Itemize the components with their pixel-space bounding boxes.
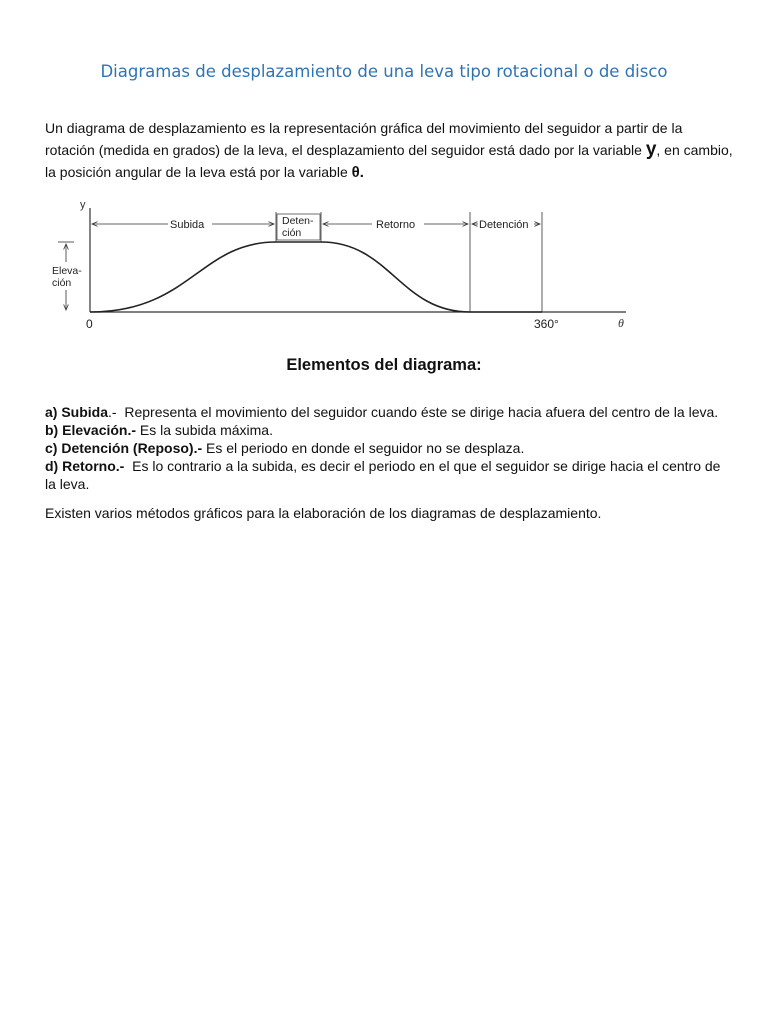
retorno-label: Retorno <box>376 219 416 231</box>
definition-subida <box>45 403 735 421</box>
origin-label: 0 <box>86 317 93 331</box>
definition-detencion <box>45 439 735 457</box>
closing-paragraph: Existen varios métodos gráficos para la elaboración de los diagramas de desplazamiento. <box>45 505 602 521</box>
sep-subida: .- <box>108 404 125 420</box>
elevation-label-1: Eleva- <box>52 265 82 277</box>
variable-theta: θ. <box>351 164 364 181</box>
detencion2-label: Detención <box>479 219 529 231</box>
elevation-label-2: ción <box>52 277 72 289</box>
term-subida: a) Subida <box>45 404 109 420</box>
term-elevacion: b) Elevación.- <box>45 422 137 438</box>
document-title: Diagramas de desplazamiento de una leva tipo rotacional o de disco <box>100 62 668 81</box>
detencion1-label-2: ción <box>282 227 302 239</box>
intro-line-1: Un diagrama de desplazamiento es la representación gráfica del movimiento del seguidor a partir de la <box>45 120 683 136</box>
text-detencion: Es el periodo en donde el seguidor no se desplaza. <box>206 440 525 456</box>
subida-label: Subida <box>170 219 205 231</box>
text-subida: Representa el movimiento del seguidor cuando éste se dirige hacia afuera del centro de la leva. <box>124 404 719 420</box>
displacement-curve <box>90 242 542 312</box>
x-axis-label: θ <box>618 316 624 330</box>
text-elevacion: Es la subida máxima. <box>139 422 273 438</box>
detencion1-label-1: Deten- <box>282 215 314 227</box>
intro-paragraph <box>45 117 735 184</box>
definition-elevacion <box>45 421 735 439</box>
sep-retorno <box>124 458 132 474</box>
text-retorno: Es lo contrario a la subida, es decir el periodo en el que el seguidor se dirige hacia el centro de la leva. <box>45 458 721 492</box>
displacement-diagram-svg <box>40 190 650 345</box>
term-retorno: d) Retorno.- <box>45 458 125 474</box>
intro-line-2b: , en cambio, <box>656 142 733 158</box>
definitions-list <box>45 403 735 493</box>
end-label: 360° <box>534 317 559 331</box>
definition-retorno <box>45 457 735 493</box>
variable-y: y <box>645 139 657 160</box>
y-axis-label: y <box>80 199 86 211</box>
intro-line-3a: la posición angular de la leva está por la variable <box>45 164 352 180</box>
term-detencion: c) Detención (Reposo).- <box>45 440 203 456</box>
section-heading: Elementos del diagrama: <box>286 356 482 374</box>
displacement-diagram <box>40 190 650 345</box>
intro-line-2a: rotación (medida en grados) de la leva, el desplazamiento del seguidor está dado por la variable <box>45 142 646 158</box>
